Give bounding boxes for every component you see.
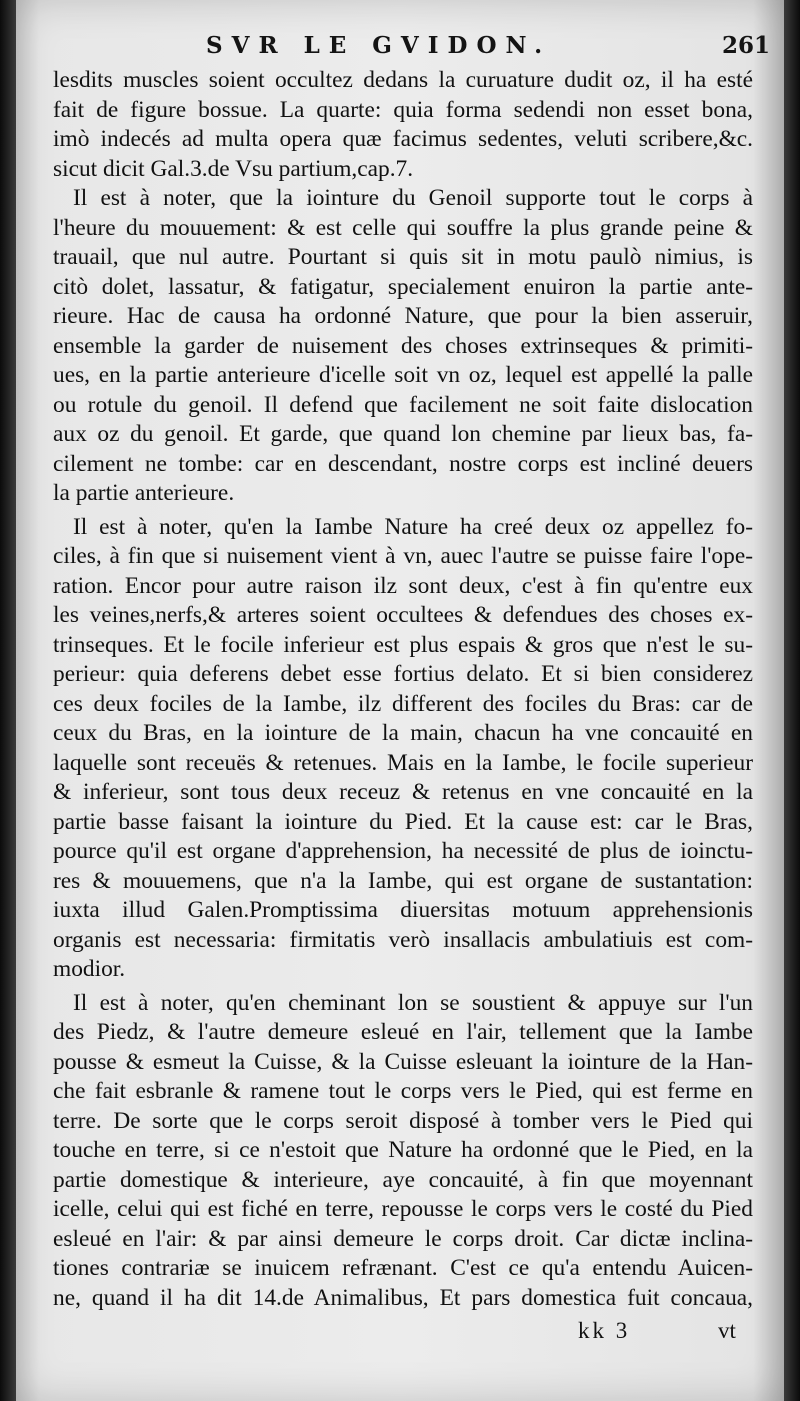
text-line: rieure. Hac de causa ha ordonné Nature, que pour la bien asseruir, — [53, 303, 753, 329]
text-line: ces deux fociles de la Iambe, ilz different des fociles du Bras: car de — [53, 690, 753, 717]
text-line: trinseques. Et le focile inferieur est plus espais & gros que n'est le su- — [53, 631, 753, 658]
paragraph-3 — [53, 513, 753, 985]
text-line: icelle, celui qui est fiché en terre, repousse le corps vers le costé du Pied — [53, 1196, 753, 1222]
text-line: ration. Encor pour autre raison ilz sont deux, c'est à fin qu'entre eux — [53, 572, 753, 599]
catchword: vt — [718, 1318, 736, 1343]
text-line: partie basse faisant la iointure du Pied. Et la cause est: car le Bras, — [53, 808, 753, 835]
text-line: ceux du Bras, en la iointure de la main, chacun ha vne concauité en — [53, 720, 753, 746]
signature-mark: kk 3 — [578, 1318, 631, 1343]
paragraph-4 — [53, 989, 753, 1314]
body-text — [53, 66, 753, 1313]
page-footer — [16, 1318, 784, 1352]
text-line: Il est à noter, qu'en la Iambe Nature ha creé deux oz appellez fo- — [73, 513, 753, 540]
text-line: partie domestique & interieure, aye concauité, à fin que moyennant — [53, 1166, 753, 1193]
text-line: les veines,nerfs,& arteres soient occultees & defendues des choses ex- — [53, 602, 753, 628]
text-line: modior. — [53, 956, 126, 982]
text-line: laquelle sont receuës & retenues. Mais en la Iambe, le focile superieur — [53, 749, 753, 776]
text-line: l'heure du mouuement: & est celle qui souffre la plus grande peine & — [53, 214, 753, 241]
text-line: aux oz du genoil. Et garde, que quand lon chemine par lieux bas, fa- — [53, 421, 753, 447]
page-number: 261 — [721, 32, 770, 59]
text-line: ensemble la garder de nuisement des choses extrinseques & primiti- — [53, 332, 753, 359]
text-line: ciles, à fin que si nuisement vient à vn, auec l'autre se puisse faire l'ope- — [53, 543, 753, 569]
text-line: & inferieur, sont tous deux receuz & retenus en vne concauité en la — [53, 779, 753, 805]
text-line: sicut dicit Gal.3.de Vsu partium,cap.7. — [53, 155, 414, 182]
text-line: ne, quand il ha dit 14.de Animalibus, Et pars domestica fuit concaua, — [53, 1284, 753, 1311]
text-line: pource qu'il est organe d'apprehension, ha necessité de plus de ioinctu- — [53, 838, 753, 864]
text-line: citò dolet, lassatur, & fatigatur, specialement enuiron la partie ante- — [53, 273, 753, 300]
text-line: trauail, que nul autre. Pourtant si quis sit in motu paulò nimius, is — [53, 244, 753, 270]
text-line: fait de figure bossue. La quarte: quia forma sedendi non esset bona, — [53, 96, 753, 123]
text-line: la partie anterieure. — [53, 480, 235, 506]
text-line: imò indecés ad multa opera quæ facimus sedentes, veluti scribere,&c. — [53, 126, 753, 152]
text-line: terre. De sorte que le corps seroit disposé à tomber vers le Pied qui — [53, 1107, 753, 1134]
text-line: perieur: quia deferens debet esse fortius delato. Et si bien considerez — [53, 661, 753, 687]
text-line: des Piedz, & l'autre demeure esleué en l'air, tellement que la Iambe — [53, 1019, 753, 1045]
paragraph-2 — [53, 184, 753, 509]
book-page — [16, 0, 784, 1401]
text-line: esleué en l'air: & par ainsi demeure le corps droit. Car dictæ inclina- — [53, 1225, 753, 1252]
book-edge-shadow-right — [784, 0, 800, 1401]
text-line: organis est necessaria: firmitatis verò insallacis ambulatiuis est com- — [53, 926, 753, 953]
text-line: lesdits muscles soient occultez dedans la curuature dudit oz, il ha esté — [53, 67, 753, 93]
book-gutter-shadow-left — [0, 0, 16, 1401]
running-head — [16, 28, 784, 62]
text-line: iuxta illud Galen.Promptissima diuersitas motuum apprehensionis — [53, 897, 753, 923]
text-line: che fait esbranle & ramene tout le corps vers le Pied, qui est ferme en — [53, 1078, 753, 1104]
text-line: res & mouuemens, que n'a la Iambe, qui est organe de sustantation: — [53, 867, 753, 894]
text-line: Il est à noter, que la iointure du Genoil supporte tout le corps à — [73, 185, 753, 211]
running-title: SVR LE GVIDON. — [206, 32, 552, 59]
text-line: touche en terre, si ce n'estoit que Nature ha ordonné que le Pied, en la — [53, 1137, 753, 1163]
text-line: pousse & esmeut la Cuisse, & la Cuisse esleuant la iointure de la Han- — [53, 1048, 753, 1075]
text-line: ues, en la partie anterieure d'icelle soit vn oz, lequel est appellé la palle — [53, 362, 753, 388]
paragraph-1 — [53, 66, 753, 184]
text-line: cilement ne tombe: car en descendant, nostre corps est incliné deuers — [53, 450, 753, 477]
text-line: tiones contrariæ se inuicem refrænant. C'est ce qu'a entendu Auicen- — [53, 1255, 753, 1281]
text-line: ou rotule du genoil. Il defend que facilement ne soit faite dislocation — [53, 391, 753, 418]
text-line: Il est à noter, qu'en cheminant lon se soustient & appuye sur l'un — [73, 989, 753, 1016]
